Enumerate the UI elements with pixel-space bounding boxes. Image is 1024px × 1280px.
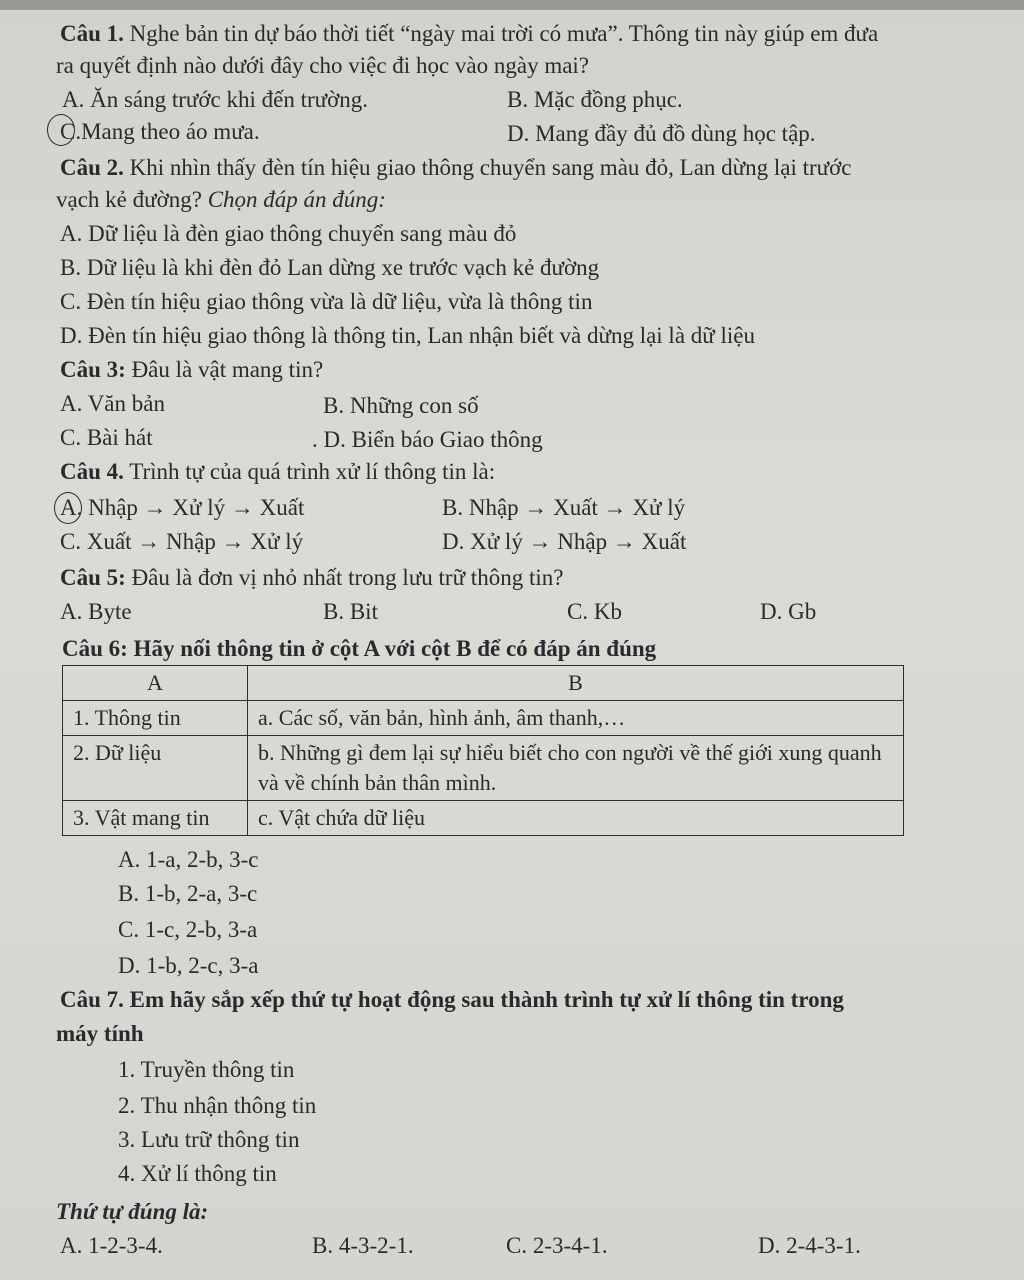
matching-table: [62, 665, 904, 836]
q7-title-line1: Câu 7. Em hãy sắp xếp thứ tự hoạt động sau thành trình tự xử lí thông tin trong: [60, 987, 844, 1012]
table-row: [63, 736, 904, 801]
q7-option-b: B. 4-3-2-1.: [312, 1233, 414, 1258]
q4-stem: [60, 458, 495, 486]
q2-option-d: D. Đèn tín hiệu giao thông là thông tin, Lan nhận biết và dừng lại là dữ liệu: [60, 323, 755, 348]
table-header-row: [63, 666, 904, 701]
table-cell-b: a. Các số, văn bản, hình ảnh, âm thanh,…: [248, 701, 904, 736]
photo-top-edge: [0, 0, 1024, 10]
q2-stem-line2: [56, 186, 386, 214]
q5-text: Đâu là đơn vị nhỏ nhất trong lưu trữ thông tin?: [125, 565, 564, 590]
q1-text1: Nghe bản tin dự báo thời tiết “ngày mai trời có mưa”. Thông tin này giúp em đưa: [123, 21, 879, 46]
q6-option-d: D. 1-b, 2-c, 3-a: [118, 953, 259, 978]
q3-option-b: B. Những con số: [323, 393, 479, 418]
table-row: [63, 801, 904, 836]
q5-option-a: A. Byte: [60, 599, 132, 624]
q3-title: Câu 3:: [60, 357, 126, 382]
q5-option-d: D. Gb: [760, 599, 817, 624]
q2-option-b: B. Dữ liệu là khi đèn đỏ Lan dừng xe trước vạch kẻ đường: [60, 255, 600, 280]
q2-instruction: Chọn đáp án đúng:: [207, 187, 386, 212]
q2-text2: vạch kẻ đường?: [56, 187, 208, 212]
q1-option-c: C.Mang theo áo mưa.: [60, 119, 260, 144]
q4-option-b: B. Nhập → Xuất → Xử lý: [442, 495, 686, 520]
q7-item: 1. Truyền thông tin: [118, 1057, 295, 1082]
answer-circle-mark: [54, 492, 82, 524]
q4-option-c: C. Xuất → Nhập → Xử lý: [60, 529, 304, 554]
table-row: [63, 701, 904, 736]
q2-stem-line1: [60, 154, 852, 182]
table-cell-a: 3. Vật mang tin: [63, 801, 248, 836]
q2-option-a: A. Dữ liệu là đèn giao thông chuyển sang màu đỏ: [60, 221, 517, 246]
table-cell-b: b. Những gì đem lại sự hiểu biết cho con người về thế giới xung quanh và về chính bản thân mình.: [248, 736, 904, 801]
q7-option-a: A. 1-2-3-4.: [60, 1233, 163, 1258]
q7-option-c: C. 2-3-4-1.: [506, 1233, 608, 1258]
q6-option-c: C. 1-c, 2-b, 3-a: [118, 917, 258, 942]
column-b-header: B: [248, 666, 904, 701]
q3-stem: [60, 356, 323, 384]
q7-item: 3. Lưu trữ thông tin: [118, 1127, 300, 1152]
q6-option-b: B. 1-b, 2-a, 3-c: [118, 881, 258, 906]
q3-option-a: A. Văn bản: [60, 391, 165, 416]
table-cell-a: 1. Thông tin: [63, 701, 248, 736]
q4-option-a: A. Nhập → Xử lý → Xuất: [60, 495, 305, 520]
q4-option-d: D. Xử lý → Nhập → Xuất: [442, 529, 687, 554]
q4-text: Trình tự của quá trình xử lí thông tin là:: [123, 459, 496, 484]
q1-stem-line1: [60, 20, 878, 48]
q2-text1: Khi nhìn thấy đèn tín hiệu giao thông chuyển sang màu đỏ, Lan dừng lại trước: [123, 155, 852, 180]
q2-option-c: C. Đèn tín hiệu giao thông vừa là dữ liệu, vừa là thông tin: [60, 289, 593, 314]
q5-option-c: C. Kb: [567, 599, 622, 624]
q5-title: Câu 5:: [60, 565, 126, 590]
q5-stem: [60, 564, 563, 592]
q1-option-b: B. Mặc đồng phục.: [507, 87, 683, 112]
table-cell-b: c. Vật chứa dữ liệu: [248, 801, 904, 836]
q2-title: Câu 2.: [60, 155, 124, 180]
q7-title-line2: máy tính: [56, 1021, 144, 1046]
column-a-header: A: [63, 666, 248, 701]
q1-text2: ra quyết định nào dưới đây cho việc đi học vào ngày mai?: [56, 53, 590, 78]
q1-option-a: A. Ăn sáng trước khi đến trường.: [62, 87, 369, 112]
q1-title: Câu 1.: [60, 21, 124, 46]
q7-option-d: D. 2-4-3-1.: [758, 1233, 861, 1258]
q6-option-a: A. 1-a, 2-b, 3-c: [118, 847, 259, 872]
q3-option-d: . D. Biển báo Giao thông: [312, 427, 543, 452]
q7-item: 4. Xử lí thông tin: [118, 1161, 277, 1186]
q5-option-b: B. Bit: [323, 599, 378, 624]
answer-circle-mark: [47, 114, 75, 146]
q3-text: Đâu là vật mang tin?: [125, 357, 324, 382]
table-cell-a: 2. Dữ liệu: [63, 736, 248, 801]
q4-title: Câu 4.: [60, 459, 124, 484]
q3-option-c: C. Bài hát: [60, 425, 153, 450]
q6-title: Câu 6: Hãy nối thông tin ở cột A với cột B để có đáp án đúng: [62, 636, 657, 661]
q7-item: 2. Thu nhận thông tin: [118, 1093, 317, 1118]
q7-order-label: Thứ tự đúng là:: [56, 1199, 209, 1224]
q1-option-d: D. Mang đầy đủ đồ dùng học tập.: [507, 121, 816, 146]
